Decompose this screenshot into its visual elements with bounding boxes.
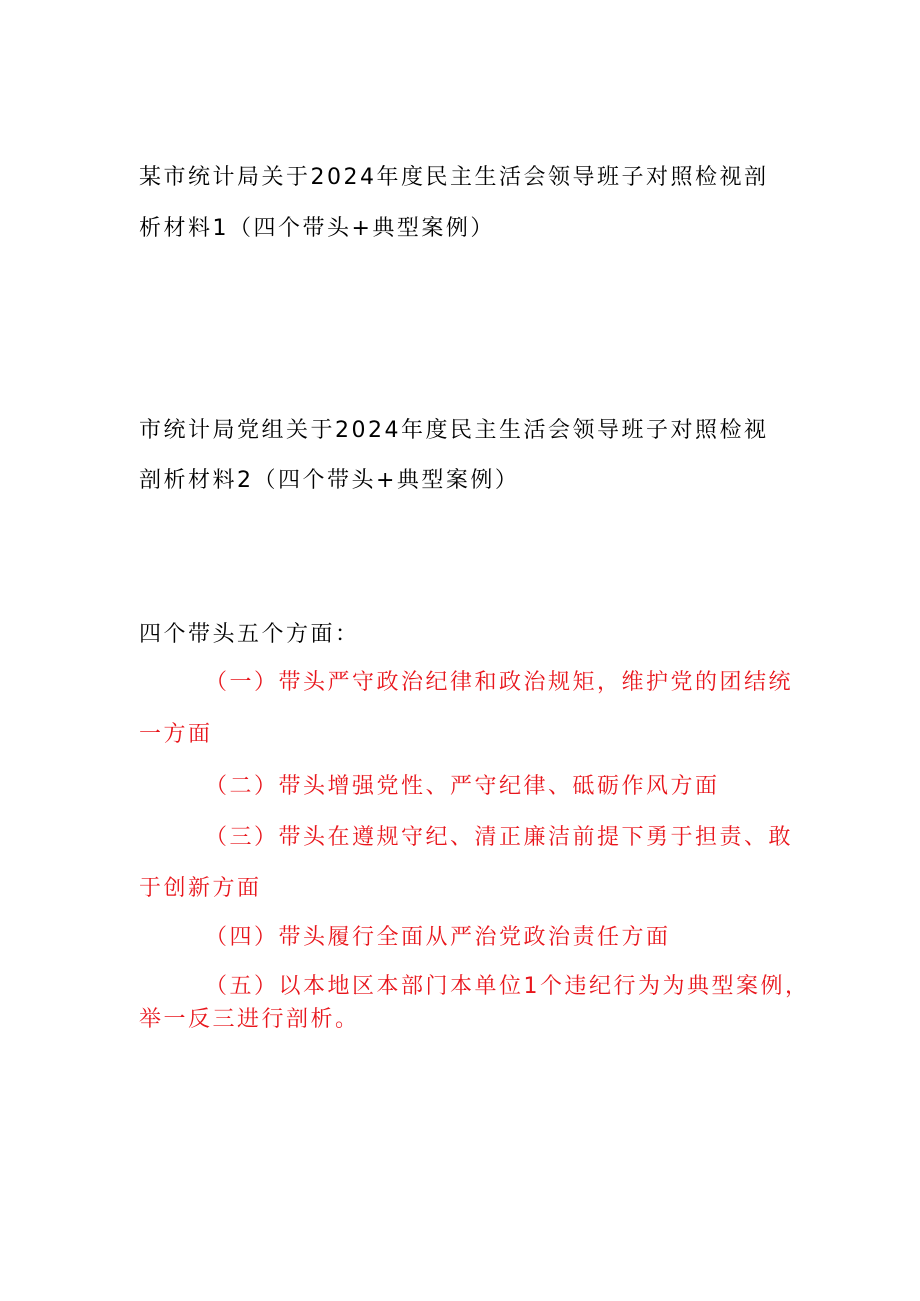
item-5-line2: 举一反三进行剖析。 <box>139 1007 360 1032</box>
doc1-title-line1: 某市统计局关于2024年度民主生活会领导班子对照检视剖 <box>139 165 769 190</box>
item-1-line2: 一方面 <box>139 722 213 747</box>
item-2-line1: （二）带头增强党性、严守纪律、砥砺作风方面 <box>205 774 720 799</box>
doc2-title-line1: 市统计局党组关于2024年度民主生活会领导班子对照检视 <box>139 418 769 443</box>
section-heading: 四个带头五个方面： <box>139 622 360 647</box>
item-4-line1: （四）带头履行全面从严治党政治责任方面 <box>205 925 671 950</box>
item-5-line1: （五）以本地区本部门本单位1个违纪行为为典型案例， <box>205 974 810 999</box>
doc2-title-line2: 剖析材料2（四个带头+典型案例） <box>139 468 520 493</box>
item-3-line2: 于创新方面 <box>139 876 262 901</box>
item-3-line1: （三）带头在遵规守纪、清正廉洁前提下勇于担责、敢 <box>205 825 794 850</box>
doc1-title-line2: 析材料1（四个带头+典型案例） <box>139 216 495 241</box>
item-1-line1: （一）带头严守政治纪律和政治规矩，维护党的团结统 <box>205 670 794 695</box>
